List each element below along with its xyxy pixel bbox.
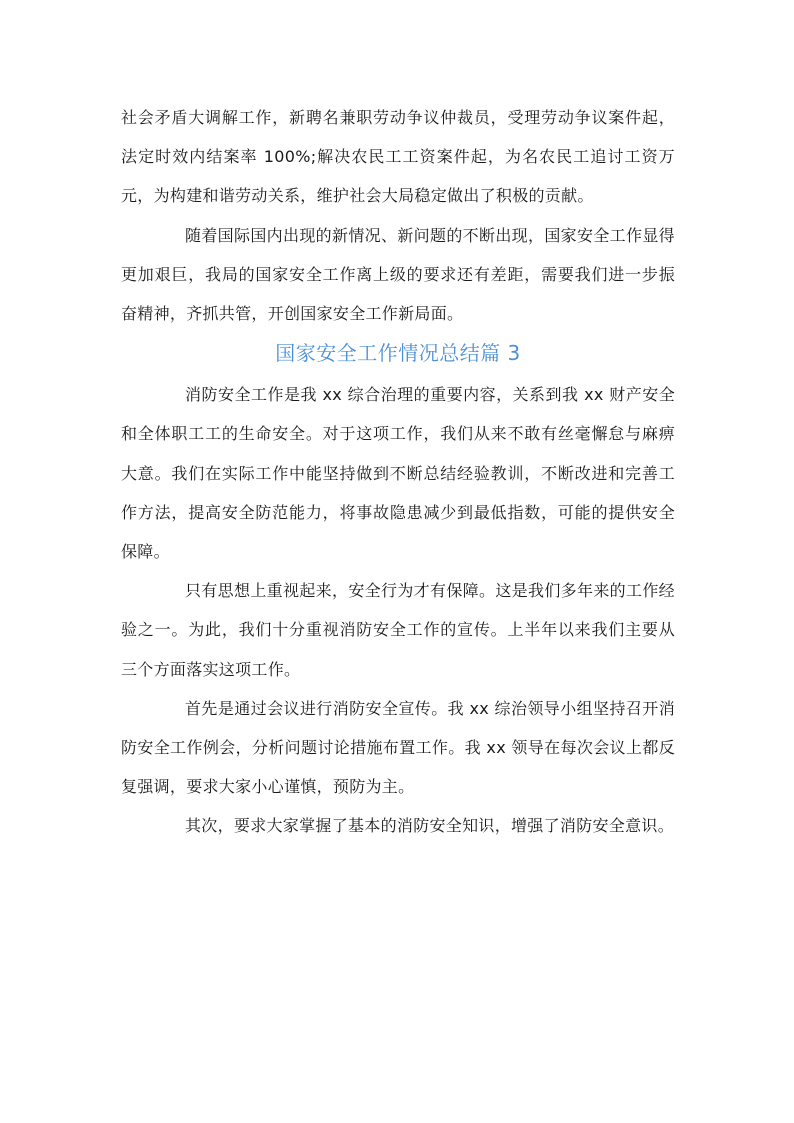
paragraph-awareness: 只有思想上重视起来，安全行为才有保障。这是我们多年来的工作经验之一。为此，我们十分重视消防安全工作的宣传。上半年以来我们主要从三个方面落实这项工作。 <box>121 581 675 679</box>
paragraph-meetings: 首先是通过会议进行消防安全宣传。我 xx 综治领导小组坚持召开消防安全工作例会，分析问题讨论措施布置工作。我 xx 领导在每次会议上都反复强调，要求大家小心谨慎，预防为主。 <box>121 698 675 797</box>
section-heading: 国家安全工作情况总结篇 3 <box>275 341 521 366</box>
paragraph-knowledge: 其次，要求大家掌握了基本的消防安全知识，增强了消防安全意识。 <box>185 816 675 836</box>
document-page <box>121 98 675 846</box>
paragraph-labor-disputes: 社会矛盾大调解工作，新聘名兼职劳动争议仲裁员，受理劳动争议案件起，法定时效内结案率 100%;解决农民工工资案件起，为名农民工追讨工资万元，为构建和谐劳动关系，维护社会大局稳定做出了积极的贡献。 <box>121 108 675 206</box>
paragraph-fire-safety-intro: 消防安全工作是我 xx 综合治理的重要内容，关系到我 xx 财产安全和全体职工工的生命安全。对于这项工作，我们从来不敢有丝毫懈怠与麻痹大意。我们在实际工作中能坚持做到不断总结经验教训，不断改进和完善工作方法，提高安全防范能力，将事故隐患减少到最低指数，可能的提供安全保障。 <box>121 385 675 562</box>
paragraph-national-security-outlook: 随着国际国内出现的新情况、新问题的不断出现，国家安全工作显得更加艰巨，我局的国家安全工作离上级的要求还有差距，需要我们进一步振奋精神，齐抓共管，开创国家安全工作新局面。 <box>121 225 675 324</box>
